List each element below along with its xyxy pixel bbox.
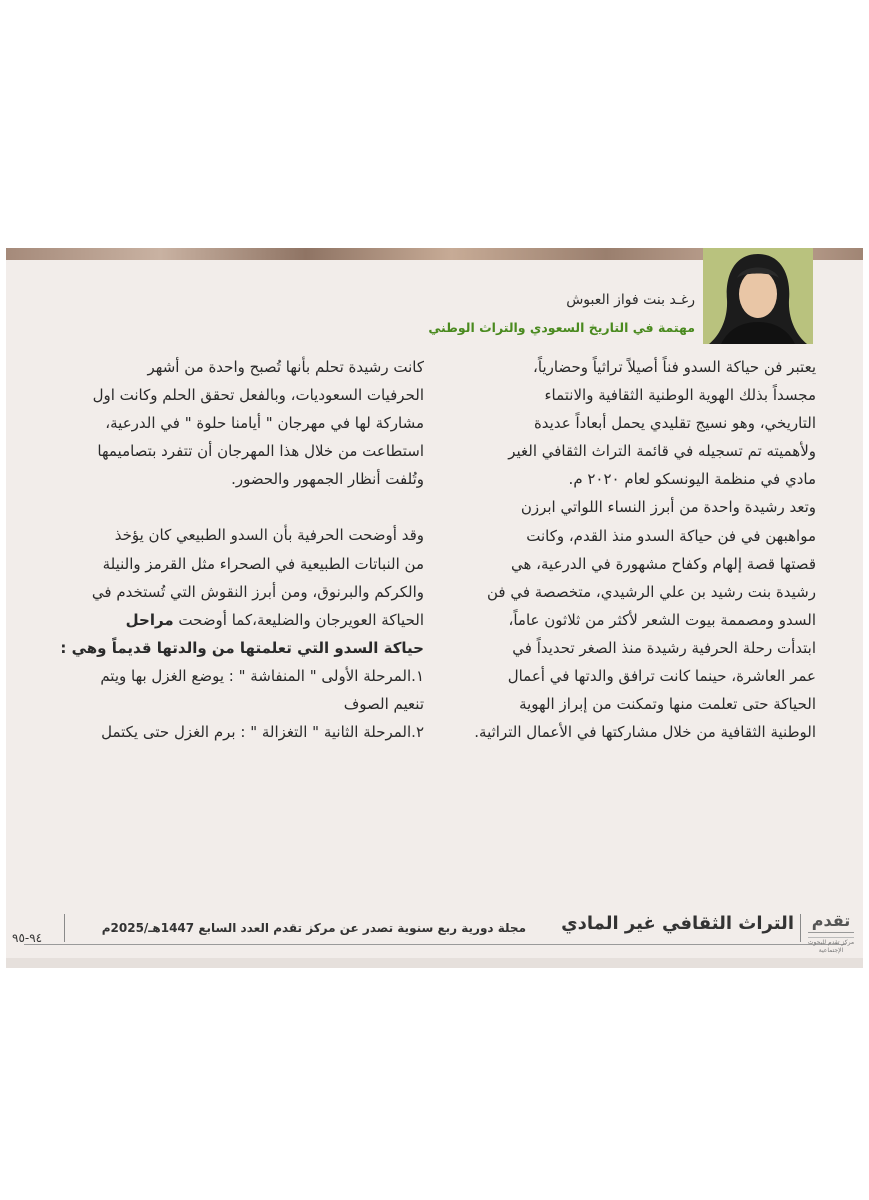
text-line: مشاركة لها في مهرجان " أيامنا حلوة " في الدرعية، [105,414,424,433]
text-line: وقد أوضحت الحرفية بأن السدو الطبيعي كان يؤخذ [114,526,424,545]
text-line: عمر العاشرة، حينما كانت ترافق والدتها في أعمال [507,667,816,686]
stage-line: تنعيم الصوف [343,695,424,714]
footer-separator [800,914,801,942]
text-line: كانت رشيدة تحلم بأنها تُصبح واحدة من أشهر [147,358,424,376]
text-line: رشيدة بنت رشيد بن علي الرشيدي، متخصصة في فن [487,582,816,601]
footer-strip [6,958,863,968]
magazine-page [6,248,863,968]
bold-text-span: مراحل [125,610,174,629]
text-line: قصتها قصة إلهام وكفاح مشهورة في الدرعية، هي [510,554,816,573]
text-line: ولأهميته تم تسجيله في قائمة التراث الثقافي الغير [508,442,816,461]
text-line: استطاعت من خلال هذا المهرجان أن تتفرد بتصاميمها [97,442,424,461]
page-numbers: ٩٤-٩٥ [12,931,43,945]
text-line: ابتدأت رحلة الحرفية رشيدة منذ الصغر تحديداً في [512,638,816,657]
author-avatar [703,248,813,344]
text-line: مواهبهن في فن حياكة السدو منذ القدم، وكانت [526,526,816,545]
text-line: السدو ومصممة بيوت الشعر لأكثر من ثلاثون عاماً، [508,610,816,629]
stage-line: ١.المرحلة الأولى " المنفاشة " : يوضع الغزل بها ويتم [100,666,424,685]
bold-text-line: حياكة السدو التي تعلمتها من والدتها قديماً وهي : [60,638,424,657]
text-line: وتعد رشيدة واحدة من أبرز النساء اللواتي ابرزن [520,498,816,517]
text-span: الحياكة العويرجان والضليعة،كما أوضحت [178,610,424,629]
author-name: رغـد بنت فواز العبوش [566,292,695,308]
article-column-right [454,353,816,746]
author-role: مهتمة في التاريخ السعودي والتراث الوطني [428,320,695,335]
text-line: والكركم والبرنوق، ومن أبرز النقوش التي تُستخدم في [91,582,424,601]
footer-divider [24,944,846,945]
text-line: التاريخي، وهو نسيج تقليدي يحمل أبعاداً عديدة [533,414,816,433]
text-line-mixed [20,606,424,634]
text-line: الحياكة حتى تعلمت منها وتمكنت من إبراز الهوية [519,695,816,714]
text-line: يعتبر فن حياكة السدو فناً أصيلاً تراثياً وحضارياً، [533,358,816,376]
paragraph-gap [20,493,424,521]
section-title: التراث الثقافي غير المادي [561,913,794,934]
logo-decoration [808,932,854,938]
text-line: من النباتات الطبيعية في الصحراء مثل القرمز والنيلة [102,554,424,573]
article-column-left [20,353,424,746]
text-line: وتُلفت أنظار الجمهور والحضور. [231,470,424,489]
stage-line: ٢.المرحلة الثانية " التغزالة " : برم الغزل حتى يكتمل [101,723,424,742]
text-line: مجسداً بذلك الهوية الوطنية الثقافية والانتماء [544,386,816,405]
text-line: الوطنية الثقافية من خلال مشاركتها في الأعمال التراثية. [474,723,816,742]
text-line: مادي في منظمة اليونسكو لعام ٢٠٢٠ م. [568,470,816,489]
journal-info: مجلة دورية ربع سنوية تصدر عن مركز تقدم العدد السابع 1447هـ/2025م [101,921,526,935]
taqadom-logo [804,911,858,954]
hijab-woman-illustration [703,248,813,344]
logo-wordmark: تقدم [811,911,851,930]
footer-separator [64,914,65,942]
text-line: الحرفيات السعوديات، وبالفعل تحقق الحلم وكانت اول [92,386,424,405]
logo-subtext: مركز تقدم للبحوث الإجتماعية [807,939,855,954]
